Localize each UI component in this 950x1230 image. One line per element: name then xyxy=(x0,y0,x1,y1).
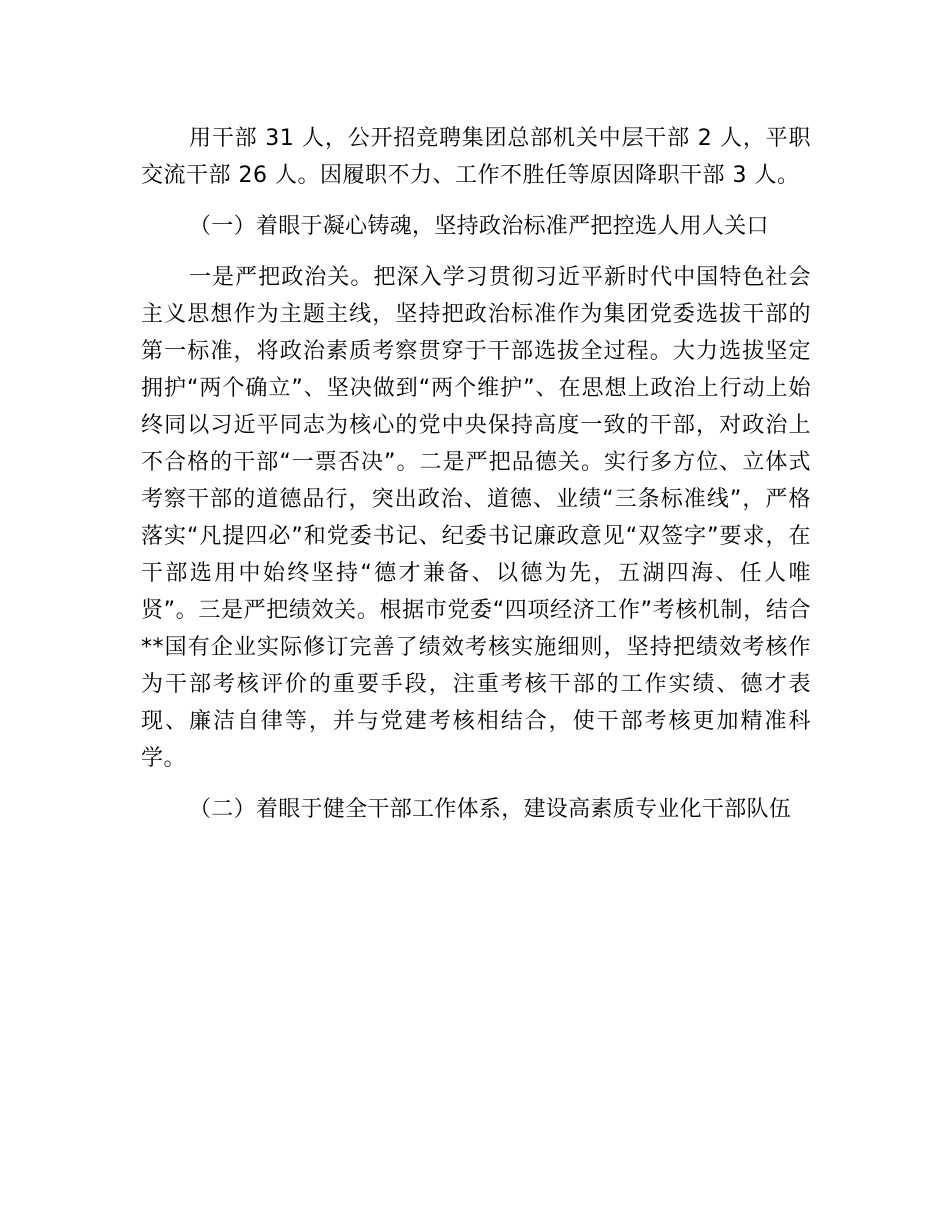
section-heading-2: （二）着眼于健全干部工作体系，建设高素质专业化干部队伍 xyxy=(189,797,792,822)
section-heading-1: （一）着眼于凝心铸魂，坚持政治标准严把控选人用人关口 xyxy=(189,214,769,239)
paragraph-cadre-statistics: 用干部 31 人，公开招竞聘集团总部机关中层干部 2 人，平职交流干部 26 人。因履职不力、工作不胜任等原因降职干部 3 人。 xyxy=(141,126,811,188)
paragraph-three-checks: 一是严把政治关。把深入学习贯彻习近平新时代中国特色社会主义思想作为主题主线，坚持把政治标准作为集团党委选拔干部的第一标准，将政治素质考察贯穿于干部选拔全过程。大力选拔坚定拥护“两个确立”、坚决做到“两个维护”、在思想上政治上行动上始终同以习近平同志为核心的党中央保持高度一致的干部，对政治上不合格的干部“一票否决”。二是严把品德关。实行多方位、立体式考察干部的道德品行，突出政治、道德、业绩“三条标准线”，严格落实“凡提四必”和党委书记、纪委书记廉政意见“双签字”要求，在干部选用中始终坚持“德才兼备、以德为先，五湖四海、任人唯贤”。三是严把绩效关。根据市党委“四项经济工作”考核机制，结合**国有企业实际修订完善了绩效考核实施细则，坚持把绩效考核作为干部考核评价的重要手段，注重考核干部的工作实绩、德才表现、廉洁自律等，并与党建考核相结合，使干部考核更加精准科学。 xyxy=(141,265,811,771)
document-body xyxy=(141,120,811,842)
